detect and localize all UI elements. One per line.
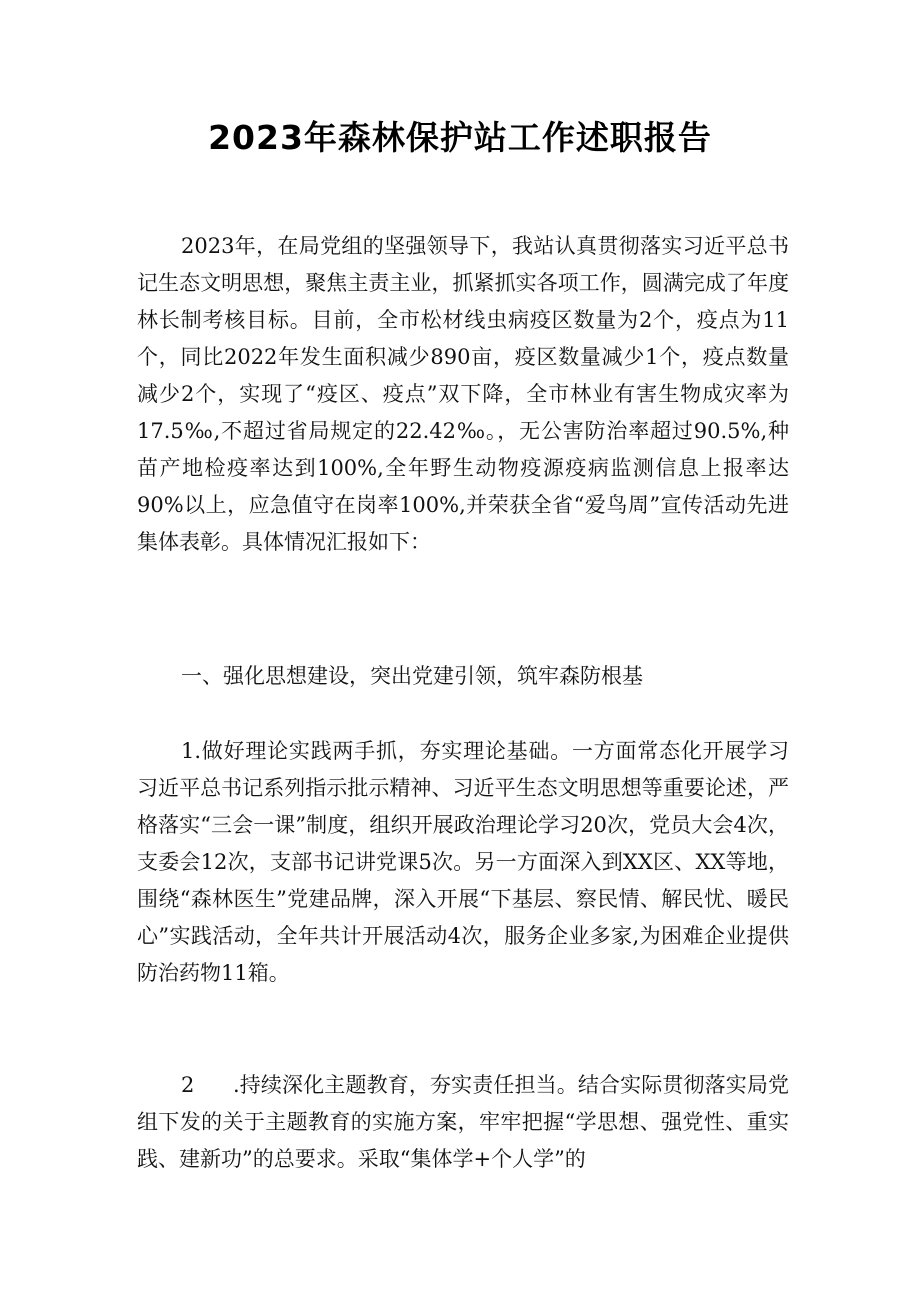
document-title: 2023年森林保护站工作述职报告 (208, 118, 712, 157)
item-2-text: .持续深化主题教育，夯实责任担当。结合实际贯彻落实局党组下发的关于主题教育的实施方案，牢牢把握“学思想、强党性、重实践、建新功”的总要求。采取“集体学+个人学”的 (137, 1073, 789, 1171)
item-2-paragraph (137, 1067, 789, 1178)
item-2-number: 2 (181, 1073, 195, 1097)
section-heading-1: 一、强化思想建设，突出党建引领，筑牢森防根基 (181, 664, 643, 688)
intro-paragraph: 2023年，在局党组的坚强领导下，我站认真贯彻落实习近平总书记生态文明思想，聚焦主责主业，抓紧抓实各项工作，圆满完成了年度林长制考核目标。目前，全市松材线虫病疫区数量为2个，疫点为11个，同比2022年发生面积减少890亩，疫区数量减少1个，疫点数量减少2个，实现了“疫区、疫点”双下降，全市林业有害生物成灾率为17.5‰,不超过省局规定的22.42‰。，无公害防治率超过90.5%,种苗产地检疫率达到100%,全年野生动物疫源疫病监测信息上报率达90%以上，应急值守在岗率100%,并荣获全省“爱鸟周”宣传活动先进集体表彰。具体情况汇报如下： (137, 234, 789, 554)
item-1-paragraph: 1.做好理论实践两手抓，夯实理论基础。一方面常态化开展学习习近平总书记系列指示批示精神、习近平生态文明思想等重要论述，严格落实“三会一课”制度，组织开展政治理论学习20次，党员大会4次，支委会12次，支部书记讲党课5次。另一方面深入到XX区、XX等地，围绕“森林医生”党建品牌，深入开展“下基层、察民情、解民忧、暖民心”实践活动，全年共计开展活动4次，服务企业多家,为困难企业提供防治药物11箱。 (137, 739, 789, 985)
